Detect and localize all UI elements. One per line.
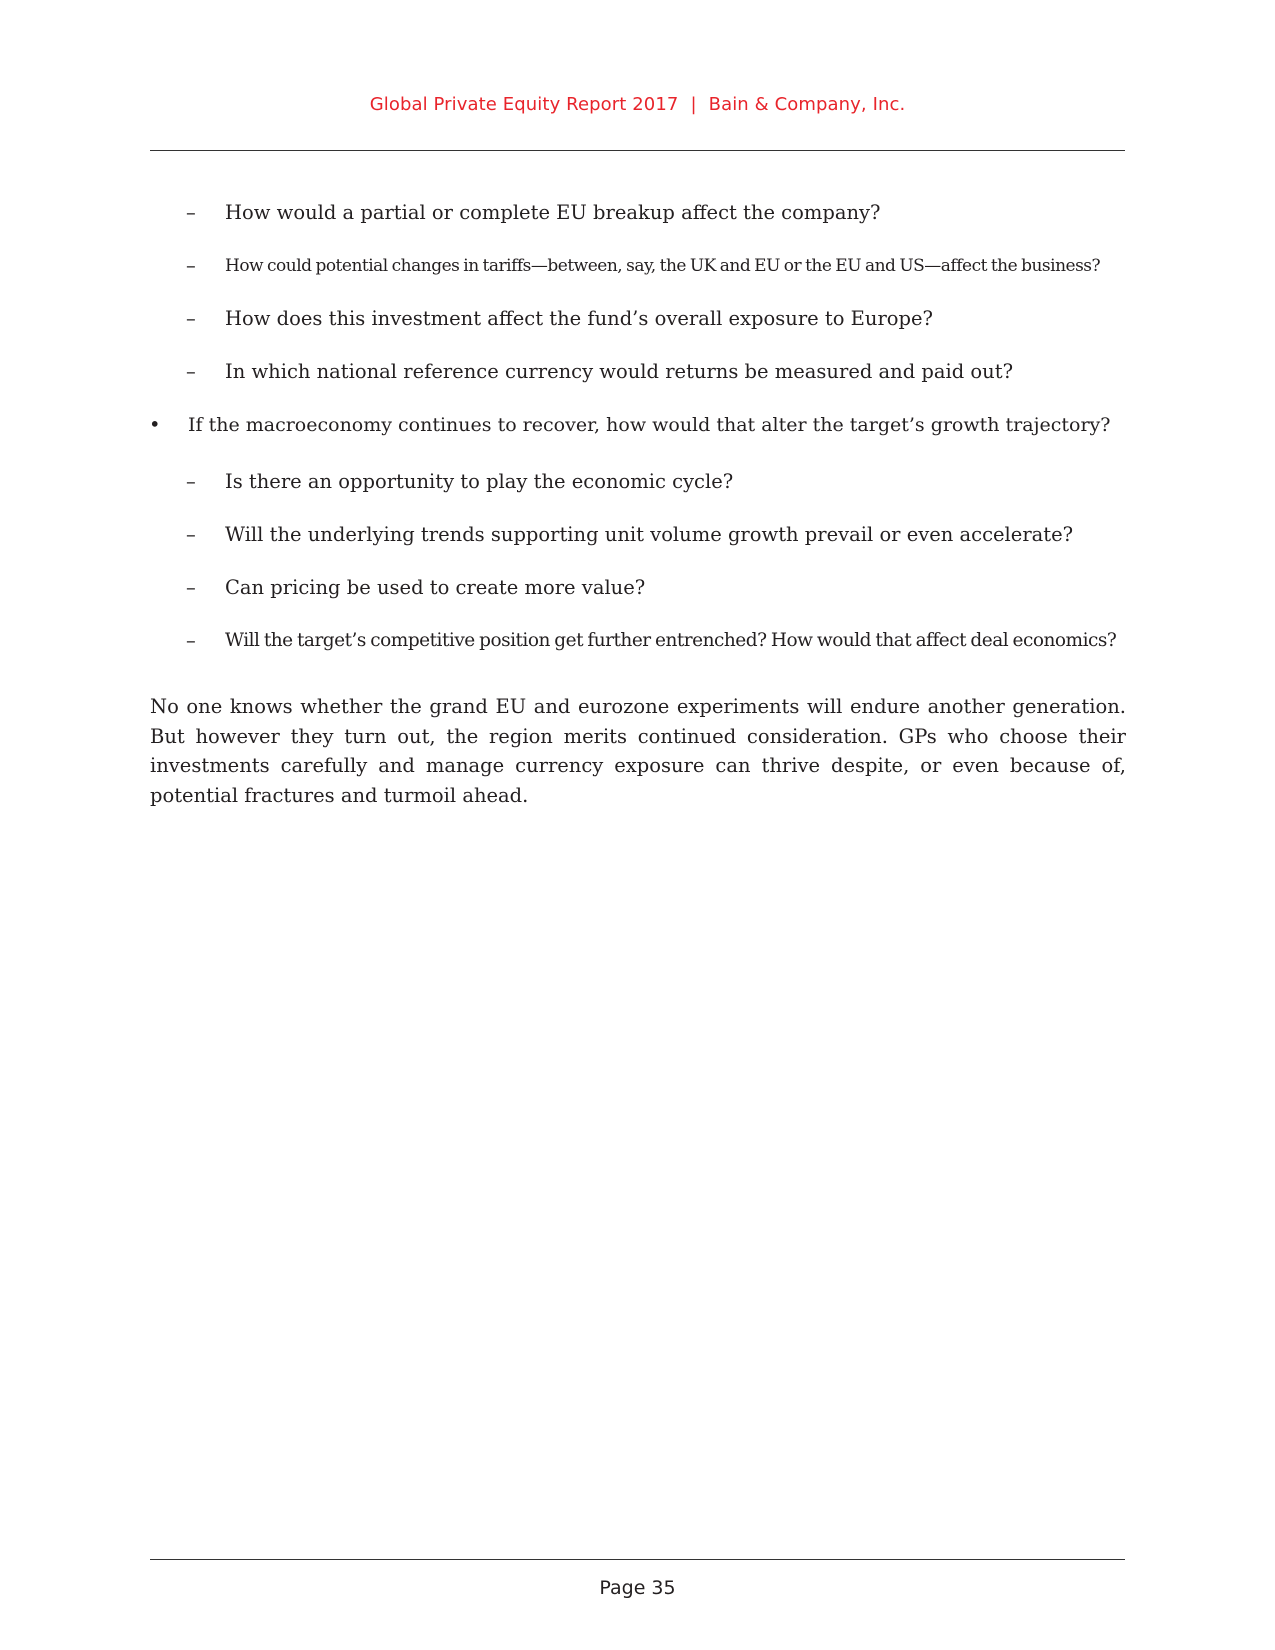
- report-title: Global Private Equity Report 2017: [369, 94, 679, 115]
- dash-marker: –: [186, 201, 196, 224]
- list-item-text: Is there an opportunity to play the economic cycle?: [225, 470, 734, 493]
- list-item-text: Will the target’s competitive position get further entrenched? How would that affect deal economics?: [225, 630, 1117, 651]
- list-item-text: How would a partial or complete EU breakup affect the company?: [225, 201, 881, 224]
- bullet-marker: •: [149, 413, 161, 436]
- list-item-text: How could potential changes in tariffs—between, say, the UK and EU or the EU and US—affect the business?: [225, 256, 1101, 276]
- header-rule: [150, 150, 1125, 151]
- page-number: Page 35: [599, 1577, 676, 1599]
- closing-paragraph: No one knows whether the grand EU and eurozone experiments will endure another generation. But however they turn out, the region merits continued consideration. GPs who choose their investments carefully and manage currency exposure can thrive despite, or even because of, potential fractures and turmoil ahead.: [150, 695, 1126, 807]
- list-item-text: In which national reference currency would returns be measured and paid out?: [225, 360, 1014, 383]
- dash-marker: –: [186, 360, 196, 383]
- company-name: Bain & Company, Inc.: [708, 94, 906, 115]
- list-item-text: Can pricing be used to create more value?: [225, 576, 646, 599]
- dash-marker: –: [186, 576, 196, 599]
- dash-marker: –: [186, 629, 196, 652]
- running-header: [0, 94, 1275, 115]
- footer-rule: [150, 1559, 1125, 1560]
- dash-marker: –: [186, 254, 196, 277]
- bullet-item-text: If the macroeconomy continues to recover, how would that alter the target’s growth trajectory?: [188, 414, 1111, 436]
- dash-marker: –: [186, 470, 196, 493]
- header-separator: |: [690, 94, 697, 115]
- list-item-text: Will the underlying trends supporting unit volume growth prevail or even accelerate?: [225, 523, 1074, 546]
- dash-marker: –: [186, 523, 196, 546]
- dash-marker: –: [186, 307, 196, 330]
- list-item-text: How does this investment affect the fund’s overall exposure to Europe?: [225, 307, 933, 330]
